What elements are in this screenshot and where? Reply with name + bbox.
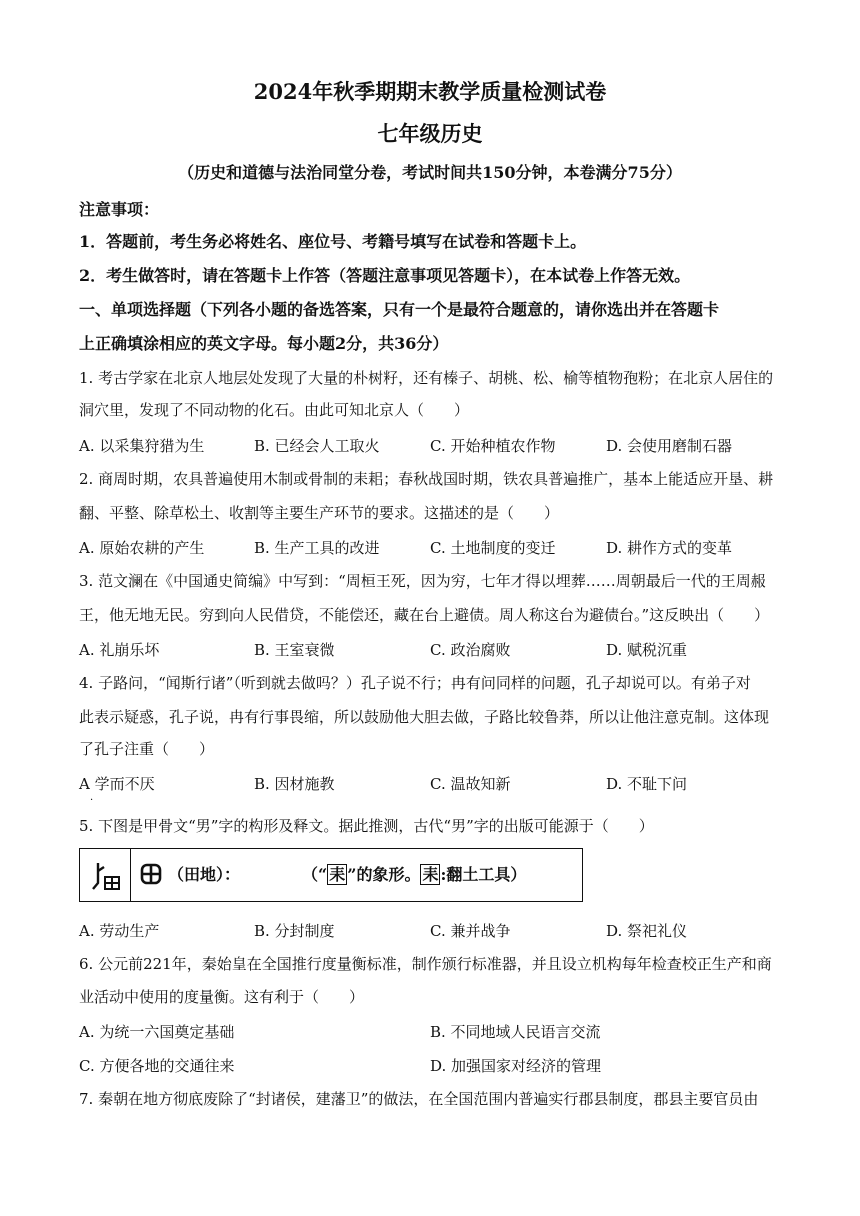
- option-b: B. 已经会人工取火: [254, 437, 380, 455]
- question-text: 6. 公元前221年，秦始皇在全国推行度量衡标准，制作颁行标准器，并且设立机构每年检查校正生产和商: [79, 955, 772, 973]
- option-a: A. 为统一六国奠定基础: [79, 1023, 235, 1041]
- option-b: B. 因材施教: [254, 775, 335, 793]
- figure-tian-label: （田地）：: [168, 865, 241, 884]
- question-text: 5. 下图是甲骨文“男”字的构形及释文。据此推测，古代“男”字的出版可能源于（ ）: [79, 817, 654, 835]
- section-heading: 一、单项选择题（下列各小题的备选答案，只有一个是最符合题意的，请你选出并在答题卡: [79, 300, 720, 319]
- question-text: 3. 范文澜在《中国通史简编》中写到：“周桓王死，因为穷，七年才得以埋葬……周朝最后一代的王周赧: [79, 572, 766, 590]
- oracle-tian-glyph-icon: [140, 863, 162, 885]
- option-a: A. 以采集狩猎为生: [79, 437, 205, 455]
- option-c: C. 政治腐败: [430, 641, 511, 659]
- option-c: C. 土地制度的变迁: [430, 539, 556, 557]
- option-d: D. 加强国家对经济的管理: [430, 1057, 602, 1075]
- notice-item: 1．答题前，考生务必将姓名、座位号、考籍号填写在试卷和答题卡上。: [79, 232, 587, 251]
- option-d: D. 赋税沉重: [606, 641, 688, 659]
- option-b: B. 分封制度: [254, 922, 335, 940]
- question-text: 此表示疑惑，孔子说，冉有行事畏缩，所以鼓励他大胆去做，子路比较鲁莽，所以让他注意克制。这体现: [79, 708, 770, 726]
- figure-lei-explanation: （“ 耒 ”的象形。 耒 :翻土工具）: [302, 865, 527, 884]
- question-text: 业活动中使用的度量衡。这有利于（ ）: [79, 988, 365, 1006]
- option-c: C. 方便各地的交通往来: [79, 1057, 235, 1075]
- option-c: C. 温故知新: [430, 775, 511, 793]
- question-text: 了孔子注重（ ）: [79, 740, 215, 758]
- notice-heading: 注意事项：: [79, 200, 160, 219]
- question-text: 1. 考古学家在北京人地层处发现了大量的朴树籽，还有榛子、胡桃、松、榆等植物孢粉；在北京人居住的: [79, 369, 774, 387]
- option-c: C. 开始种植农作物: [430, 437, 556, 455]
- oracle-nan-glyph-icon: [90, 859, 124, 893]
- oracle-bone-figure: [79, 848, 583, 902]
- question-text: 王，他无地无民。穷到向人民借贷，不能偿还，藏在台上避债。周人称这台为避债台。”这反映出（ ）: [79, 606, 770, 624]
- question-text: 洞穴里，发现了不同动物的化石。由此可知北京人（ ）: [79, 401, 470, 419]
- exam-note: （历史和道德与法治同堂分卷，考试时间共150分钟，本卷满分75分）: [178, 163, 682, 182]
- option-a: A. 礼崩乐坏: [79, 641, 160, 659]
- option-b: B. 生产工具的改进: [254, 539, 380, 557]
- option-d: D. 祭祀礼仪: [606, 922, 688, 940]
- option-b: B. 王室衰微: [254, 641, 335, 659]
- option-a: A. 劳动生产: [79, 922, 160, 940]
- exam-subject: 七年级历史: [377, 121, 483, 146]
- section-heading: 上正确填涂相应的英文字母。每小题2分，共36分）: [79, 334, 449, 353]
- question-text: 翻、平整、除草松土、收割等主要生产环节的要求。这描述的是（ ）: [79, 504, 560, 522]
- option-d: D. 耕作方式的变革: [606, 539, 733, 557]
- option-a: A. 原始农耕的产生: [79, 539, 205, 557]
- exam-title: 2024年秋季期期末教学质量检测试卷: [253, 79, 607, 104]
- option-d: D. 会使用磨制石器: [606, 437, 733, 455]
- question-text: 2. 商周时期，农具普遍使用木制或骨制的耒耜；春秋战国时期，铁农具普遍推广，基本上能适应开垦、耕: [79, 470, 774, 488]
- option-d: D. 不耻下问: [606, 775, 688, 793]
- nan-character-cell: [80, 849, 131, 901]
- question-text: 4. 子路问，“闻斯行诸”（听到就去做吗？）孔子说不行；冉有问同样的问题，孔子却说可以。有弟子对: [79, 674, 751, 692]
- stray-dot: ·: [90, 795, 94, 806]
- option-b: B. 不同地域人民语言交流: [430, 1023, 601, 1041]
- question-text: 7. 秦朝在地方彻底废除了“封诸侯，建藩卫”的做法，在全国范围内普遍实行郡县制度，郡县主要官员由: [79, 1090, 759, 1108]
- notice-item: 2．考生做答时，请在答题卡上作答（答题注意事项见答题卡），在本试卷上作答无效。: [79, 266, 691, 285]
- option-a: A 学而不厌: [79, 775, 155, 793]
- option-c: C. 兼并战争: [430, 922, 511, 940]
